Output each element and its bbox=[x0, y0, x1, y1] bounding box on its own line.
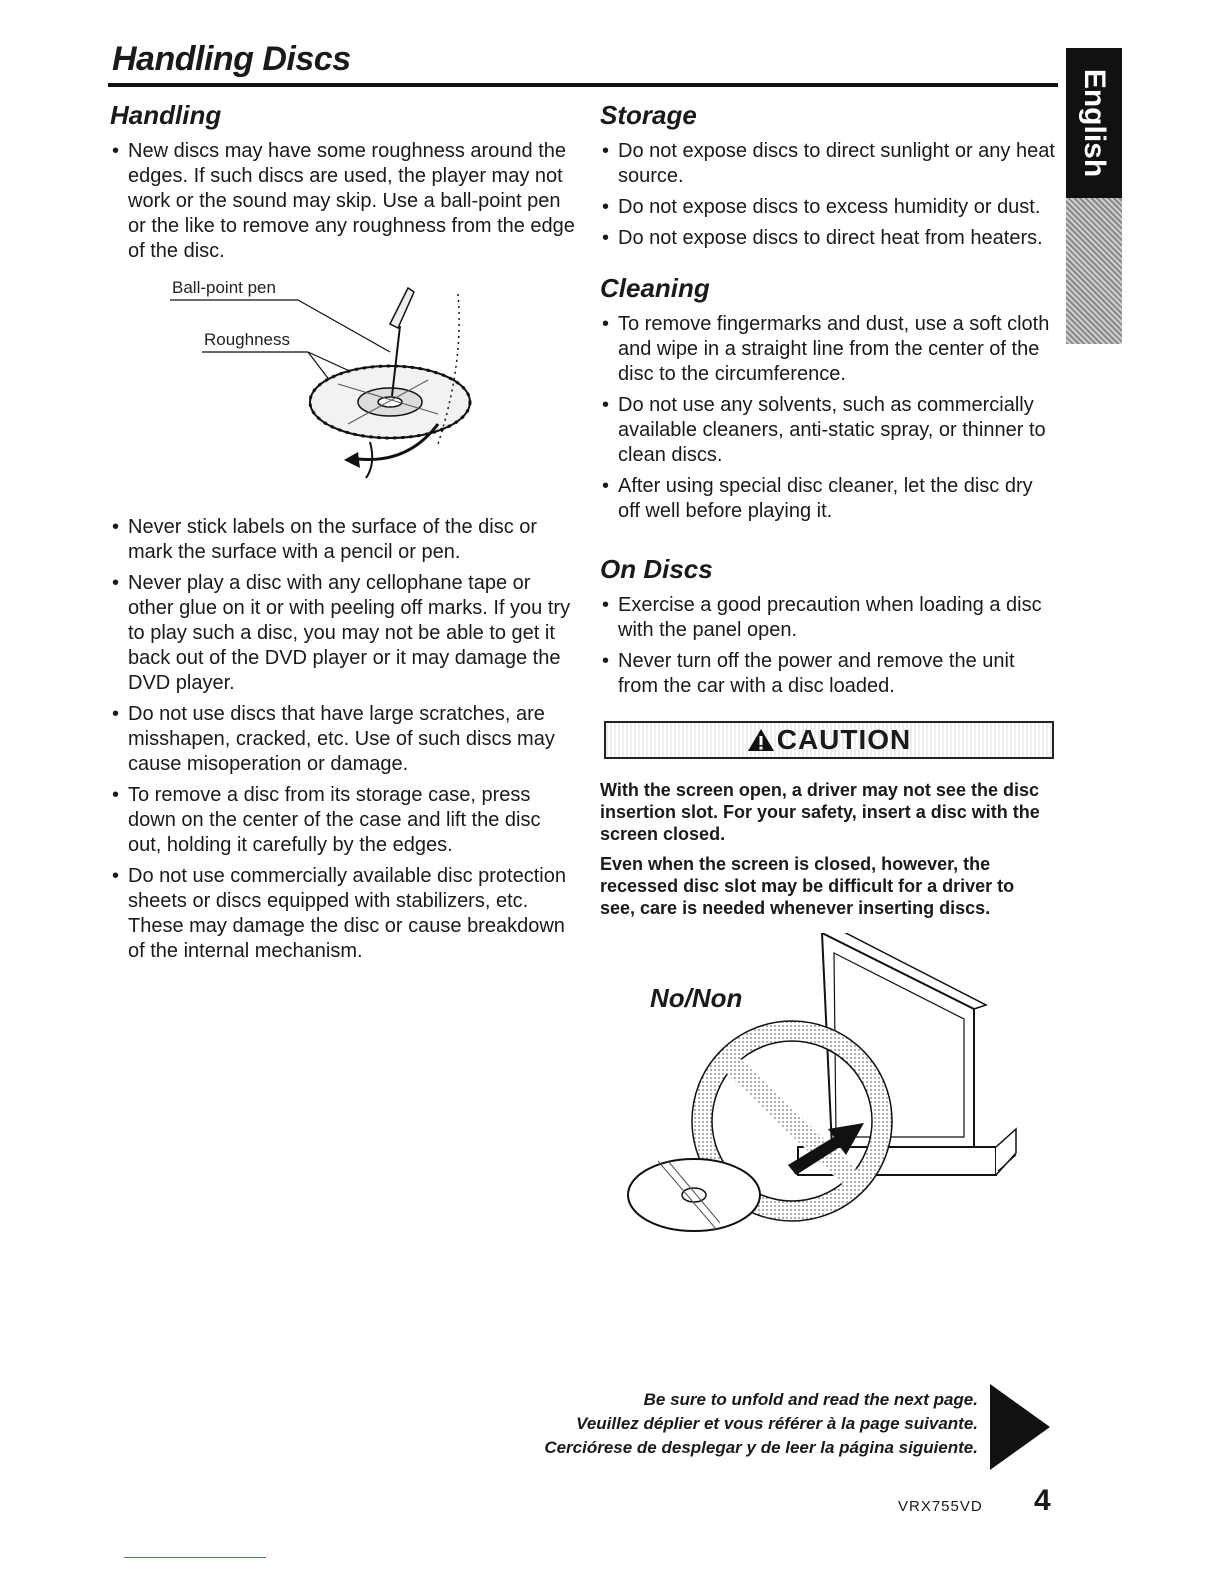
list-item: • Do not use commercially available disc protection sheets or discs equipped with stabilizers, etc. These may damage the disc or cause breakdown of the internal mechanism. bbox=[108, 864, 578, 964]
list-item: • Do not expose discs to direct sunlight or any heat source. bbox=[598, 139, 1058, 189]
caution-label: CAUTION bbox=[776, 724, 912, 755]
right-column bbox=[598, 100, 1058, 1243]
footer-note-en: Be sure to unfold and read the next page. bbox=[643, 1390, 978, 1409]
handling-intro-list bbox=[108, 139, 578, 264]
side-tab-label-block bbox=[1066, 48, 1122, 198]
page-number: 4 bbox=[1034, 1484, 1051, 1517]
caution-paragraph: With the screen open, a driver may not see the disc insertion slot. For your safety, insert a disc with the screen closed. bbox=[600, 780, 1040, 844]
disc-roughness-illustration bbox=[108, 274, 578, 509]
list-item: • Do not use discs that have large scratches, are misshapen, cracked, etc. Use of such discs may cause misoperation or damage. bbox=[108, 702, 578, 777]
caution-paragraph: Even when the screen is closed, however, the recessed disc slot may be difficult for a driver to see, care is needed whenever inserting discs. bbox=[600, 854, 1015, 918]
screen-open-prohibited-illustration bbox=[598, 933, 1058, 1243]
footer-note-es: Cerciórese de desplegar y de leer la página siguiente. bbox=[544, 1438, 978, 1457]
handling-list bbox=[108, 515, 578, 964]
side-tab-pattern bbox=[1066, 198, 1122, 344]
side-tab-label: English bbox=[1078, 68, 1111, 178]
footer-note-fr: Veuillez déplier et vous référer à la page suivante. bbox=[576, 1414, 978, 1433]
list-item: • To remove a disc from its storage case, press down on the center of the case and lift the disc out, holding it carefully by the edges. bbox=[108, 783, 578, 858]
list-item: • Do not expose discs to excess humidity or dust. bbox=[598, 195, 1058, 220]
no-insert-drawing bbox=[598, 933, 1058, 1243]
title-rule bbox=[108, 83, 1058, 87]
cleaning-list bbox=[598, 312, 1058, 524]
model-code: VRX755VD bbox=[898, 1498, 983, 1515]
cleaning-heading: Cleaning bbox=[600, 273, 710, 303]
on-discs-list bbox=[598, 593, 1058, 699]
no-non-label: No/Non bbox=[650, 983, 743, 1013]
storage-list bbox=[598, 139, 1058, 251]
on-discs-heading: On Discs bbox=[600, 554, 713, 584]
list-item: • Do not expose discs to direct heat from heaters. bbox=[598, 226, 1058, 251]
page-title: Handling Discs bbox=[112, 40, 351, 78]
list-item: • New discs may have some roughness around the edges. If such discs are used, the player may not work or the sound may skip. Use a ball-point pen or the like to remove any roughness from the edge of the disc. bbox=[108, 139, 578, 264]
list-item: • Exercise a good precaution when loading a disc with the panel open. bbox=[598, 593, 1058, 643]
disc-pen-drawing bbox=[108, 274, 578, 509]
next-page-arrow-icon bbox=[990, 1384, 1050, 1470]
list-item: • Do not use any solvents, such as commercially available cleaners, anti-static spray, or thinner to clean discs. bbox=[598, 393, 1058, 468]
left-column bbox=[108, 100, 578, 970]
list-item: • Never stick labels on the surface of the disc or mark the surface with a pencil or pen. bbox=[108, 515, 578, 565]
list-item: • Never play a disc with any cellophane tape or other glue on it or with peeling off marks. If you try to play such a disc, you may not be able to get it back out of the DVD player or it may damage the DVD player. bbox=[108, 571, 578, 696]
bottom-rule bbox=[124, 1557, 266, 1558]
roughness-label: Roughness bbox=[204, 330, 291, 349]
storage-heading: Storage bbox=[600, 100, 697, 130]
list-item: • To remove fingermarks and dust, use a soft cloth and wipe in a straight line from the center of the disc to the circumference. bbox=[598, 312, 1058, 387]
footer-notes bbox=[544, 1388, 978, 1460]
warning-triangle-icon bbox=[747, 728, 775, 752]
list-item: • After using special disc cleaner, let the disc dry off well before playing it. bbox=[598, 474, 1058, 524]
list-item: • Never turn off the power and remove the unit from the car with a disc loaded. bbox=[598, 649, 1058, 699]
caution-banner bbox=[604, 721, 1054, 759]
ball-point-pen-label: Ball-point pen bbox=[172, 278, 276, 297]
handling-heading: Handling bbox=[110, 100, 222, 130]
language-side-tab bbox=[1066, 48, 1122, 344]
